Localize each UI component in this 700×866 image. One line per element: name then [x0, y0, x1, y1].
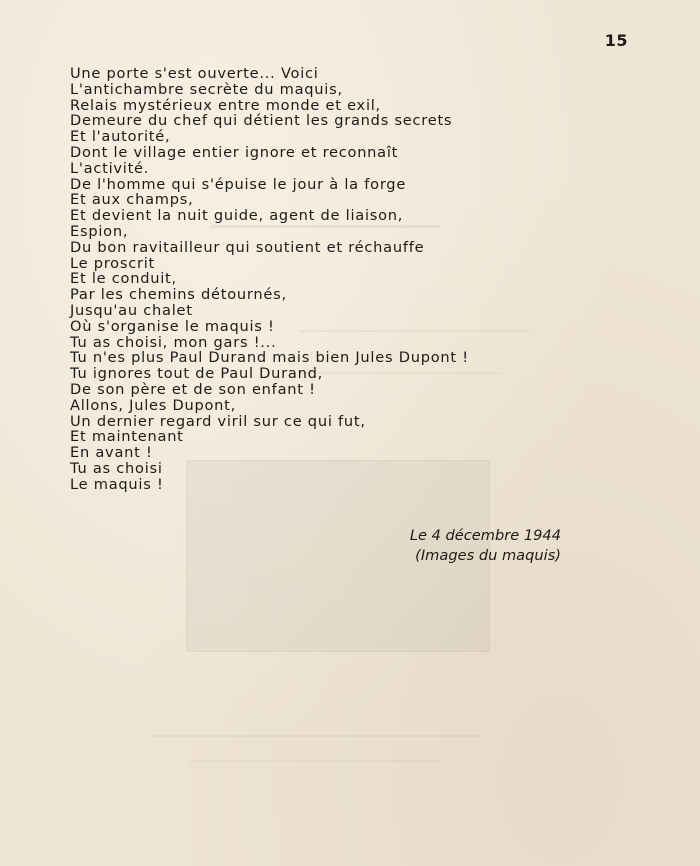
poem-line: Et devient la nuit guide, agent de liaison, [70, 207, 404, 225]
poem-line: Du bon ravitailleur qui soutient et réchauffe [70, 238, 425, 256]
poem-line: De l'homme qui s'épuise le jour à la forge [70, 175, 407, 193]
poem-line: En avant ! [70, 444, 153, 462]
show-through-line [150, 735, 480, 737]
poem-line: Relais mystérieux entre monde et exil, [70, 96, 381, 114]
poem-line: Dont le village entier ignore et reconnaît [70, 143, 399, 161]
poem-line: Tu as choisi [70, 459, 163, 477]
poem-line: Jusqu'au chalet [70, 301, 193, 319]
poem-line: Et l'autorité, [70, 128, 171, 146]
poem-line: Par les chemins détournés, [70, 286, 287, 304]
poem-line: De son père et de son enfant ! [70, 380, 316, 398]
signature-source: (Images du maquis) [415, 547, 561, 564]
poem [70, 66, 469, 493]
show-through-line [190, 760, 440, 762]
poem-line: Demeure du chef qui détient les grands secrets [70, 112, 453, 130]
poem-line: Tu as choisi, mon gars !... [70, 333, 277, 351]
poem-line: Où s'organise le maquis ! [70, 317, 275, 335]
poem-line: Et le conduit, [70, 270, 177, 288]
poem-line: L'activité. [70, 159, 150, 177]
page-number: 15 [604, 31, 628, 50]
poem-line: Un dernier regard viril sur ce qui fut, [70, 412, 366, 430]
poem-line: Une porte s'est ouverte... Voici [70, 65, 319, 82]
poem-line: L'antichambre secrète du maquis, [70, 80, 343, 98]
poem-line: Espion, [70, 222, 129, 240]
poem-line: Et maintenant [70, 428, 184, 446]
poem-line: Le proscrit [70, 254, 156, 272]
poem-line: Tu n'es plus Paul Durand mais bien Jules Dupont ! [70, 349, 469, 367]
signature-block [410, 526, 561, 566]
poem-line: Tu ignores tout de Paul Durand, [70, 365, 323, 383]
signature-date: Le 4 décembre 1944 [409, 527, 561, 544]
poem-line: Et aux champs, [70, 191, 194, 209]
poem-line: Allons, Jules Dupont, [70, 396, 237, 414]
poem-line: Le maquis ! [70, 475, 164, 493]
